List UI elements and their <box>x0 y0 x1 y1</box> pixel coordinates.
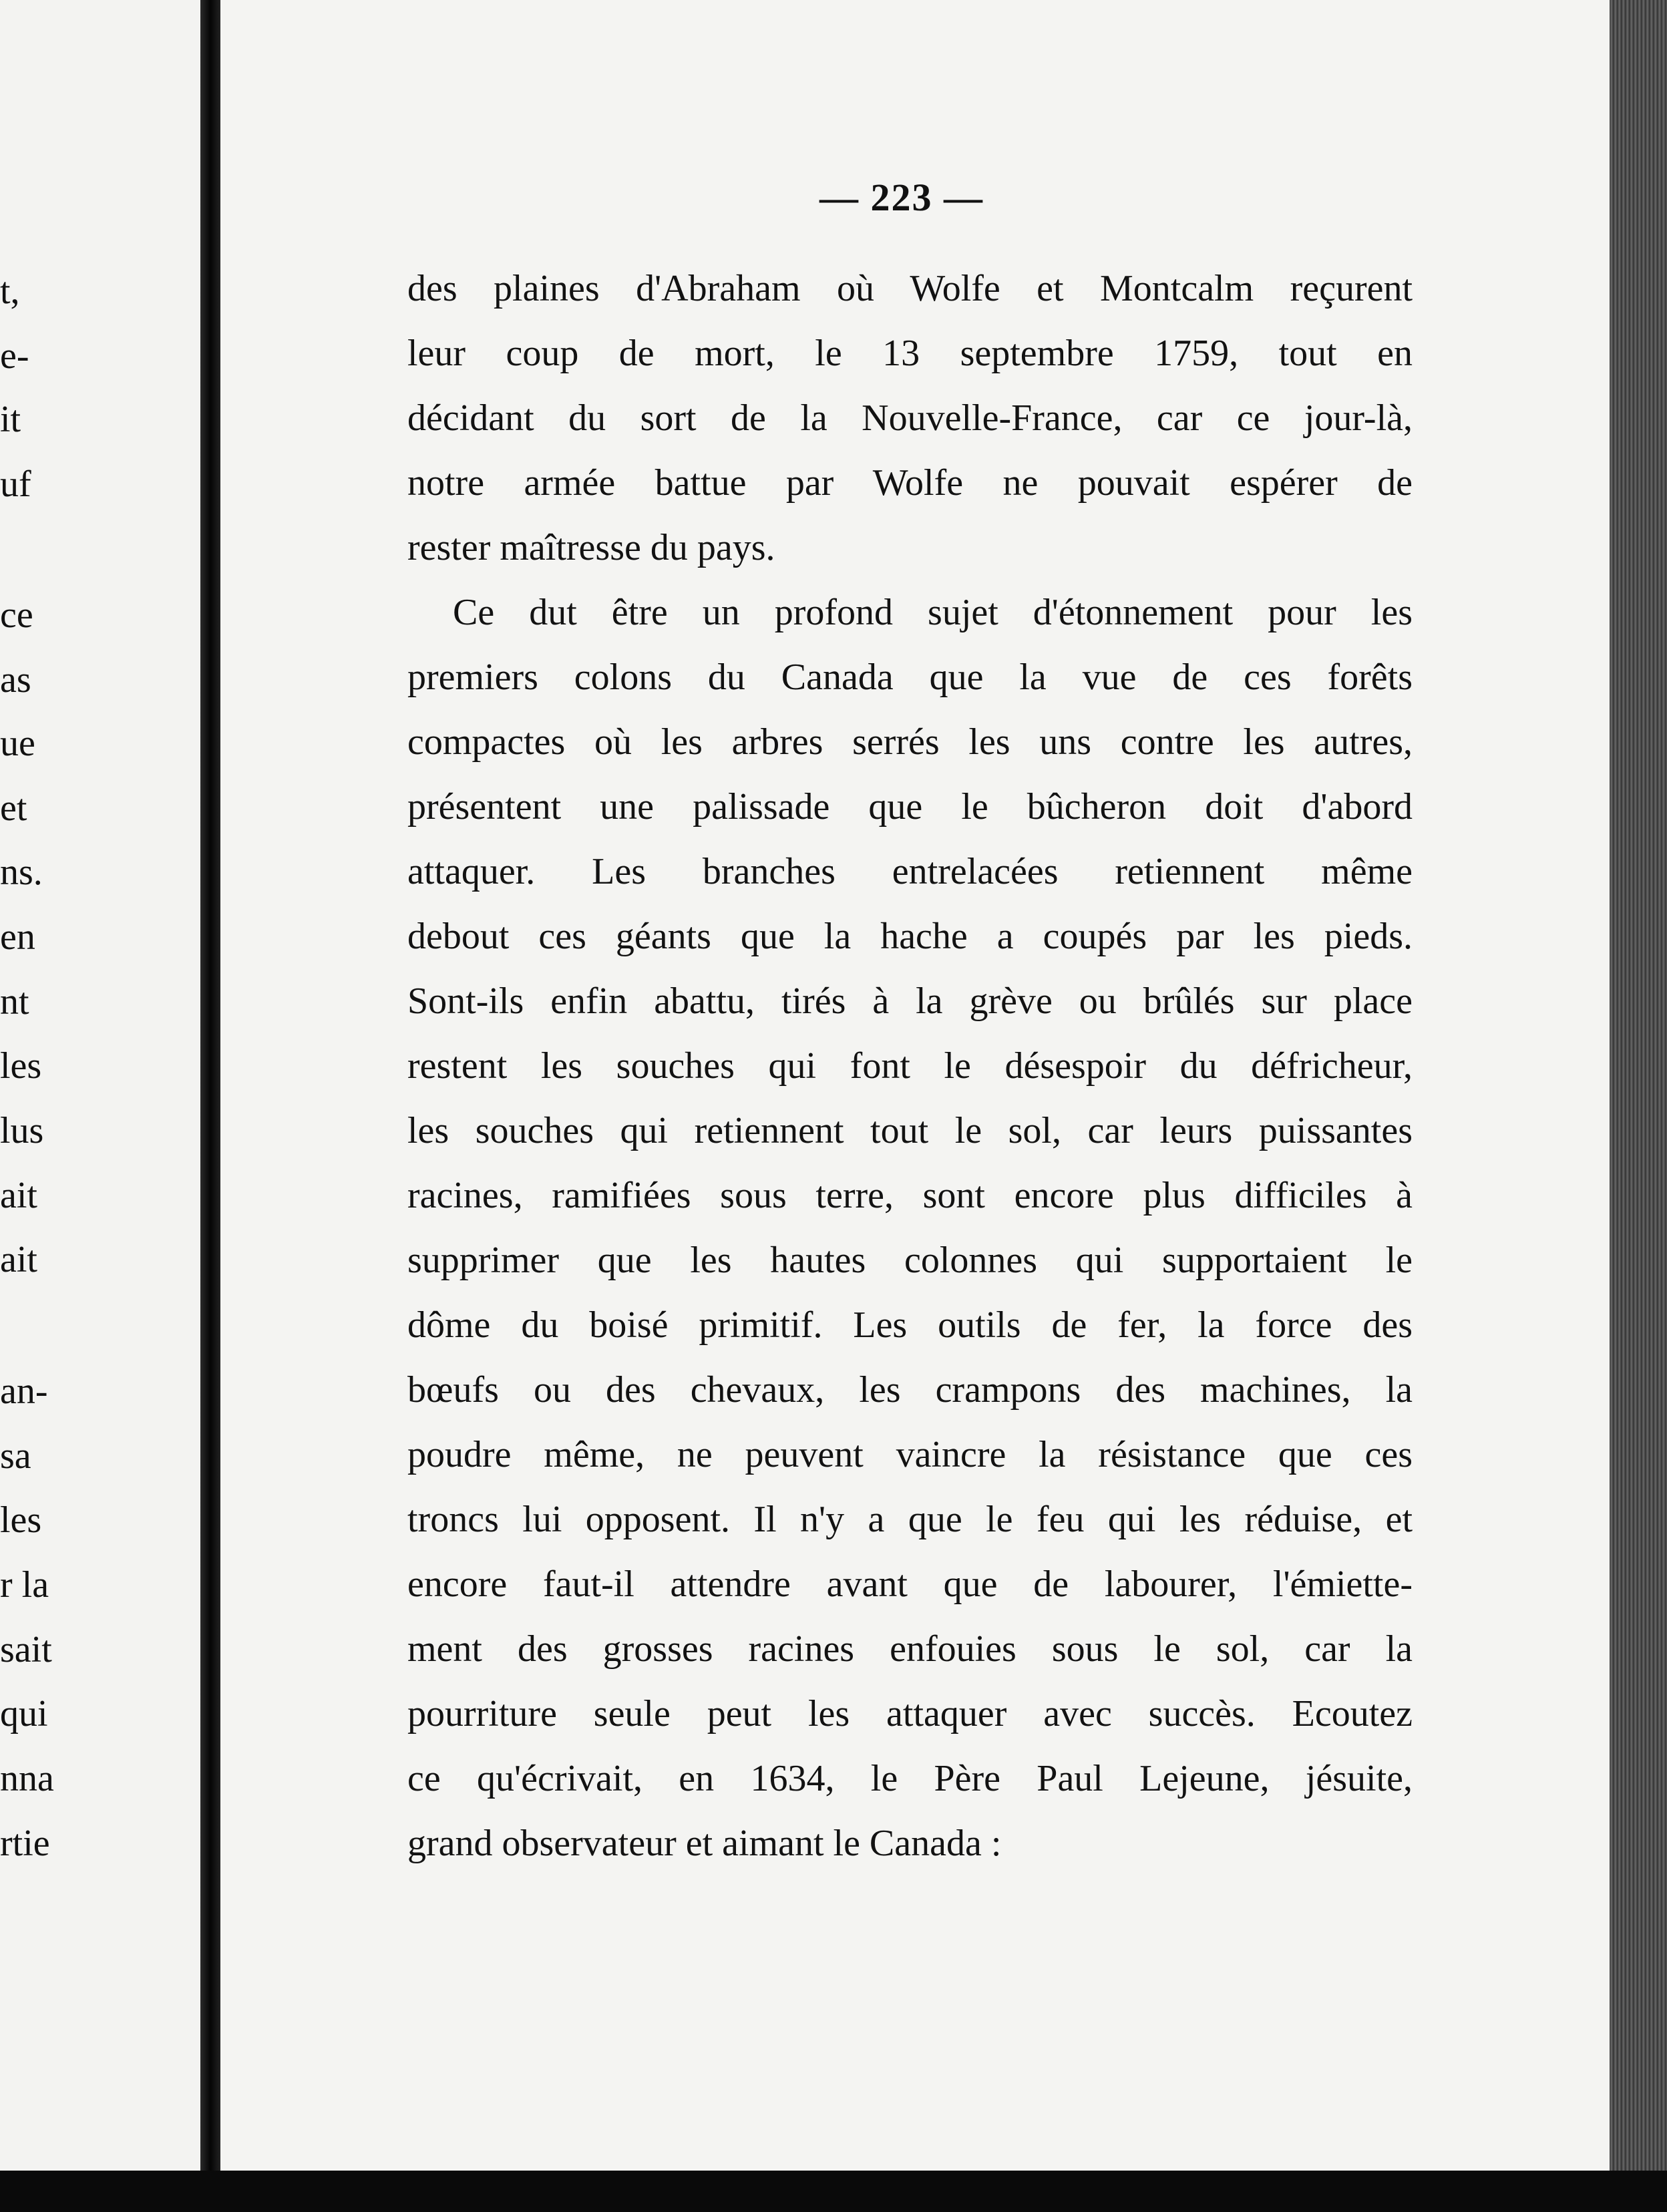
left-page-fragment: qui <box>0 1693 48 1734</box>
left-page-fragment: r la <box>0 1564 49 1606</box>
page-number: — 223 — <box>819 176 984 219</box>
text-line: bœufs ou des chevaux, les crampons des machines, la <box>407 1369 1413 1411</box>
text-line: des plaines d'Abraham où Wolfe et Montcalm reçurent <box>407 268 1413 309</box>
left-page-fragment: ait <box>0 1239 37 1280</box>
text-line: ce qu'écrivait, en 1634, le Père Paul Lejeune, jésuite, <box>407 1758 1413 1799</box>
text-line: les souches qui retiennent tout le sol, car leurs puissantes <box>407 1110 1413 1151</box>
left-page-fragment: sa <box>0 1435 31 1477</box>
left-page-fragment: et <box>0 787 27 829</box>
left-page-fragment: it <box>0 399 21 440</box>
text-line: premiers colons du Canada que la vue de ces forêts <box>407 657 1413 698</box>
page-edge <box>1610 0 1667 2212</box>
left-facing-page <box>0 0 200 2212</box>
left-page-fragment: lus <box>0 1110 44 1151</box>
text-line: supprimer que les hautes colonnes qui supportaient le <box>407 1240 1413 1281</box>
text-line: notre armée battue par Wolfe ne pouvait espérer de <box>407 462 1413 504</box>
left-page-fragment: en <box>0 916 35 958</box>
body-text <box>407 256 1413 1876</box>
text-line: présentent une palissade que le bûcheron doit d'abord <box>407 786 1413 827</box>
text-line: pourriture seule peut les attaquer avec succès. Ecoutez <box>407 1693 1413 1734</box>
text-line: décidant du sort de la Nouvelle-France, car ce jour-là, <box>407 397 1413 439</box>
text-line: restent les souches qui font le désespoir du défricheur, <box>407 1045 1413 1087</box>
book-gutter <box>200 0 220 2212</box>
left-page-fragment: les <box>0 1499 42 1541</box>
left-page-fragment: ns. <box>0 852 43 893</box>
left-page-fragment: as <box>0 659 31 701</box>
left-page-fragment: nna <box>0 1758 54 1799</box>
left-page-fragment: nt <box>0 981 29 1023</box>
text-line: encore faut-il attendre avant que de labourer, l'émiette- <box>407 1563 1413 1605</box>
left-page-fragment: ue <box>0 723 35 764</box>
left-page-fragment: uf <box>0 464 31 505</box>
left-page-fragment: e- <box>0 335 29 377</box>
text-line: dôme du boisé primitif. Les outils de fer, la force des <box>407 1304 1413 1346</box>
scan-bottom-edge <box>0 2171 1667 2212</box>
left-page-fragment: an- <box>0 1370 48 1412</box>
text-line: rester maîtresse du pays. <box>407 527 775 568</box>
text-line: racines, ramifiées sous terre, sont encore plus difficiles à <box>407 1175 1413 1216</box>
left-page-fragment: ce <box>0 594 33 636</box>
text-line: poudre même, ne peuvent vaincre la résistance que ces <box>407 1434 1413 1475</box>
text-line: ment des grosses racines enfouies sous le sol, car la <box>407 1628 1413 1670</box>
left-page-fragment: sait <box>0 1629 52 1670</box>
left-page-fragment: rtie <box>0 1823 50 1864</box>
text-line: compactes où les arbres serrés les uns contre les autres, <box>407 721 1413 763</box>
text-line: grand observateur et aimant le Canada : <box>407 1823 1002 1864</box>
left-page-fragment: les <box>0 1045 42 1087</box>
text-line: Sont-ils enfin abattu, tirés à la grève ou brûlés sur place <box>407 980 1413 1022</box>
text-line: leur coup de mort, le 13 septembre 1759, tout en <box>407 333 1413 374</box>
text-line: Ce dut être un profond sujet d'étonnement pour les <box>453 592 1413 633</box>
text-line: debout ces géants que la hache a coupés par les pieds. <box>407 916 1413 957</box>
text-line: troncs lui opposent. Il n'y a que le feu qui les réduise, et <box>407 1499 1413 1540</box>
text-line: attaquer. Les branches entrelacées retiennent même <box>407 851 1413 892</box>
left-page-fragment: ait <box>0 1175 37 1216</box>
left-page-fragment: t, <box>0 270 20 312</box>
